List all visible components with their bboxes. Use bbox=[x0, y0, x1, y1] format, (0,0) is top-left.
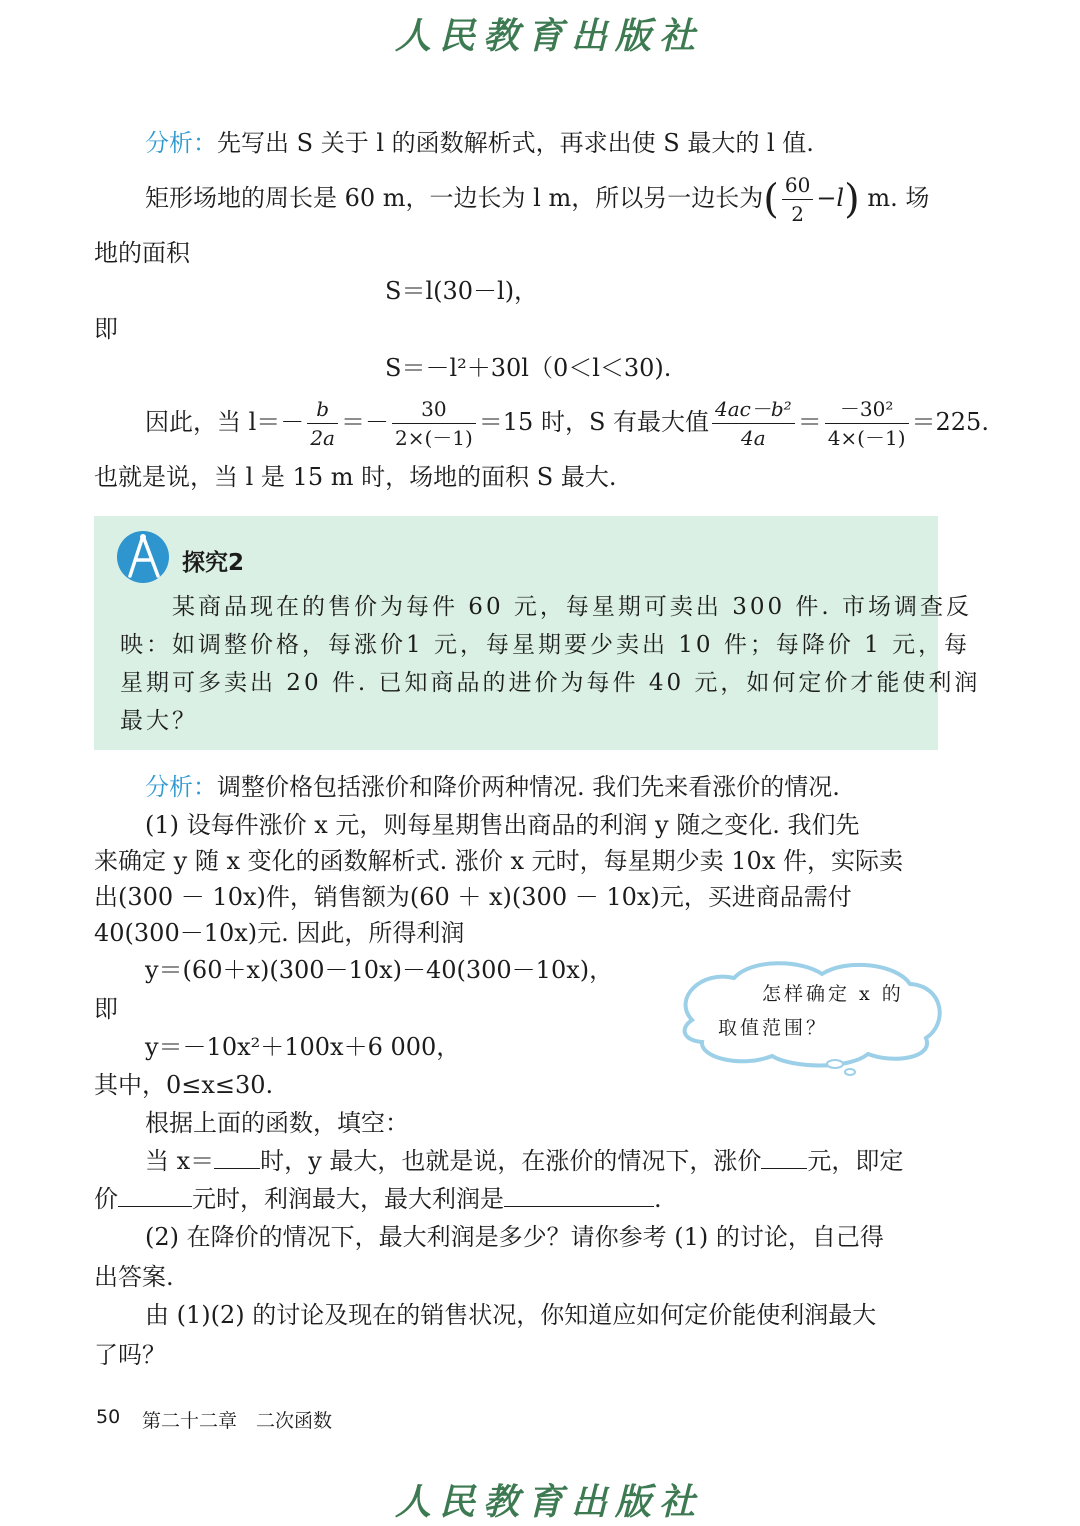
fill-intro: 根据上面的函数，填空： bbox=[145, 1109, 409, 1137]
area-equation: S＝l(30－l)， bbox=[385, 277, 539, 305]
body-line-3: 出(300 － 10x)件，销售额为(60 ＋ x)(300 － 10x)元，买进商品需付 bbox=[94, 883, 852, 911]
range-line: 其中，0≤x≤30. bbox=[94, 1071, 274, 1099]
blank-price[interactable] bbox=[118, 1184, 192, 1207]
bubble-line-1: 怎样确定 x 的 bbox=[762, 983, 904, 1005]
question-2-line-2: 出答案. bbox=[94, 1263, 174, 1291]
ji-word: 即 bbox=[94, 315, 118, 343]
fill-text-b: 时，y 最大，也就是说，在涨价的情况下，涨价 bbox=[260, 1147, 762, 1175]
page-number: 50 bbox=[96, 1406, 121, 1428]
explore-box bbox=[94, 516, 981, 750]
explore-line-2: 映：如调整价格，每涨价1 元，每星期要少卖出 10 件；每降价 1 元，每 bbox=[120, 632, 971, 658]
analysis-2-text: 调整价格包括涨价和降价两种情况. 我们先来看涨价的情况. bbox=[217, 773, 840, 801]
fraction-value: $\frac{\text{－30²}}{4\times(-1)}$ bbox=[825, 398, 909, 449]
max-text-d: ＝ bbox=[797, 408, 822, 436]
fraction-60-over-2: $\frac{60}{2}$ bbox=[782, 174, 813, 225]
perimeter-text: 矩形场地的周长是 60 m，一边长为 l m，所以另一边长为 bbox=[145, 184, 764, 212]
area-intro: 地的面积 bbox=[94, 239, 190, 267]
question-2-line-1: (2) 在降价的情况下，最大利润是多少？请你参考 (1) 的讨论，自己得 bbox=[145, 1223, 884, 1251]
body-line-2: 来确定 y 随 x 变化的函数解析式. 涨价 x 元时，每星期少卖 10x 件，实际卖 bbox=[94, 847, 903, 875]
max-text-c: ＝15 时，S 有最大值 bbox=[478, 408, 710, 436]
conclusion-sentence: 也就是说，当 l 是 15 m 时，场地的面积 S 最大. bbox=[94, 463, 617, 491]
analysis-text: 先写出 S 关于 l 的函数解析式，再求出使 S 最大的 l 值. bbox=[217, 129, 814, 157]
publisher-watermark-top: 人民教育出版社 bbox=[395, 15, 704, 57]
body-line-4: 40(300－10x)元. 因此，所得利润 bbox=[94, 919, 465, 947]
fill-line-2 bbox=[94, 1184, 662, 1214]
fraction-b-2a: $\frac{b}{2a}$ bbox=[307, 398, 338, 449]
perimeter-paragraph: 矩形场地的周长是 60 m，一边长为 l m，所以另一边长为( $\frac{60}{2}$ −l) m. 场 bbox=[145, 173, 930, 226]
max-text-b: ＝－ bbox=[340, 408, 389, 436]
analysis-paragraph bbox=[145, 128, 814, 158]
question-3-line-2: 了吗？ bbox=[94, 1341, 166, 1369]
explore-line-3: 星期可多卖出 20 件. 已知商品的进价为每件 40 元，如何定价才能使利润 bbox=[120, 670, 981, 696]
ji-word-2: 即 bbox=[94, 995, 118, 1023]
question-3-line-1: 由 (1)(2) 的讨论及现在的销售状况，你知道应如何定价能使利润最大 bbox=[145, 1301, 877, 1329]
bubble-line-2: 取值范围？ bbox=[718, 1017, 829, 1039]
publisher-watermark-bottom: 人民教育出版社 bbox=[395, 1481, 704, 1523]
fill-text-c: 元，即定 bbox=[807, 1147, 904, 1175]
area-expanded-equation: S＝－l²＋30l（0＜l＜30). bbox=[385, 354, 672, 382]
minus-l: −l bbox=[816, 184, 845, 212]
analysis-2-paragraph bbox=[145, 772, 840, 802]
profit-equation: y＝(60＋x)(300－10x)－40(300－10x)， bbox=[145, 956, 614, 984]
blank-increase[interactable] bbox=[761, 1146, 807, 1169]
fraction-vertex: $\frac{\text{4ac－b²}}{4a}$ bbox=[712, 398, 795, 449]
max-text-a: 因此，当 l＝－ bbox=[145, 408, 305, 436]
compass-icon bbox=[116, 530, 170, 584]
perimeter-text-end: m. 场 bbox=[867, 184, 930, 212]
explore-line-4: 最大？ bbox=[120, 708, 198, 734]
fill-text-a: 当 x＝ bbox=[145, 1147, 215, 1175]
body-line-1: (1) 设每件涨价 x 元，则每星期售出商品的利润 y 随之变化. 我们先 bbox=[145, 811, 860, 839]
profit-expanded-equation: y＝－10x²＋100x＋6 000， bbox=[145, 1033, 461, 1061]
blank-x[interactable] bbox=[214, 1146, 260, 1169]
analysis-label: 分析： bbox=[145, 129, 217, 157]
max-text-e: ＝225. bbox=[911, 408, 989, 436]
fill-text-d: 价 bbox=[94, 1185, 118, 1213]
analysis-2-label: 分析： bbox=[145, 773, 217, 801]
fill-text-e: 元时，利润最大，最大利润是 bbox=[192, 1185, 504, 1213]
explore-title: 探究2 bbox=[182, 550, 245, 576]
blank-max-profit[interactable] bbox=[504, 1184, 654, 1207]
max-value-paragraph bbox=[145, 394, 989, 450]
fill-line-1 bbox=[145, 1146, 903, 1176]
chapter-title: 第二十二章 二次函数 bbox=[142, 1410, 333, 1432]
fraction-30: $\frac{30}{2\times(-1)}$ bbox=[392, 398, 476, 449]
fill-text-f: . bbox=[654, 1185, 662, 1213]
explore-line-1: 某商品现在的售价为每件 60 元，每星期可卖出 300 件. 市场调查反 bbox=[172, 594, 973, 620]
